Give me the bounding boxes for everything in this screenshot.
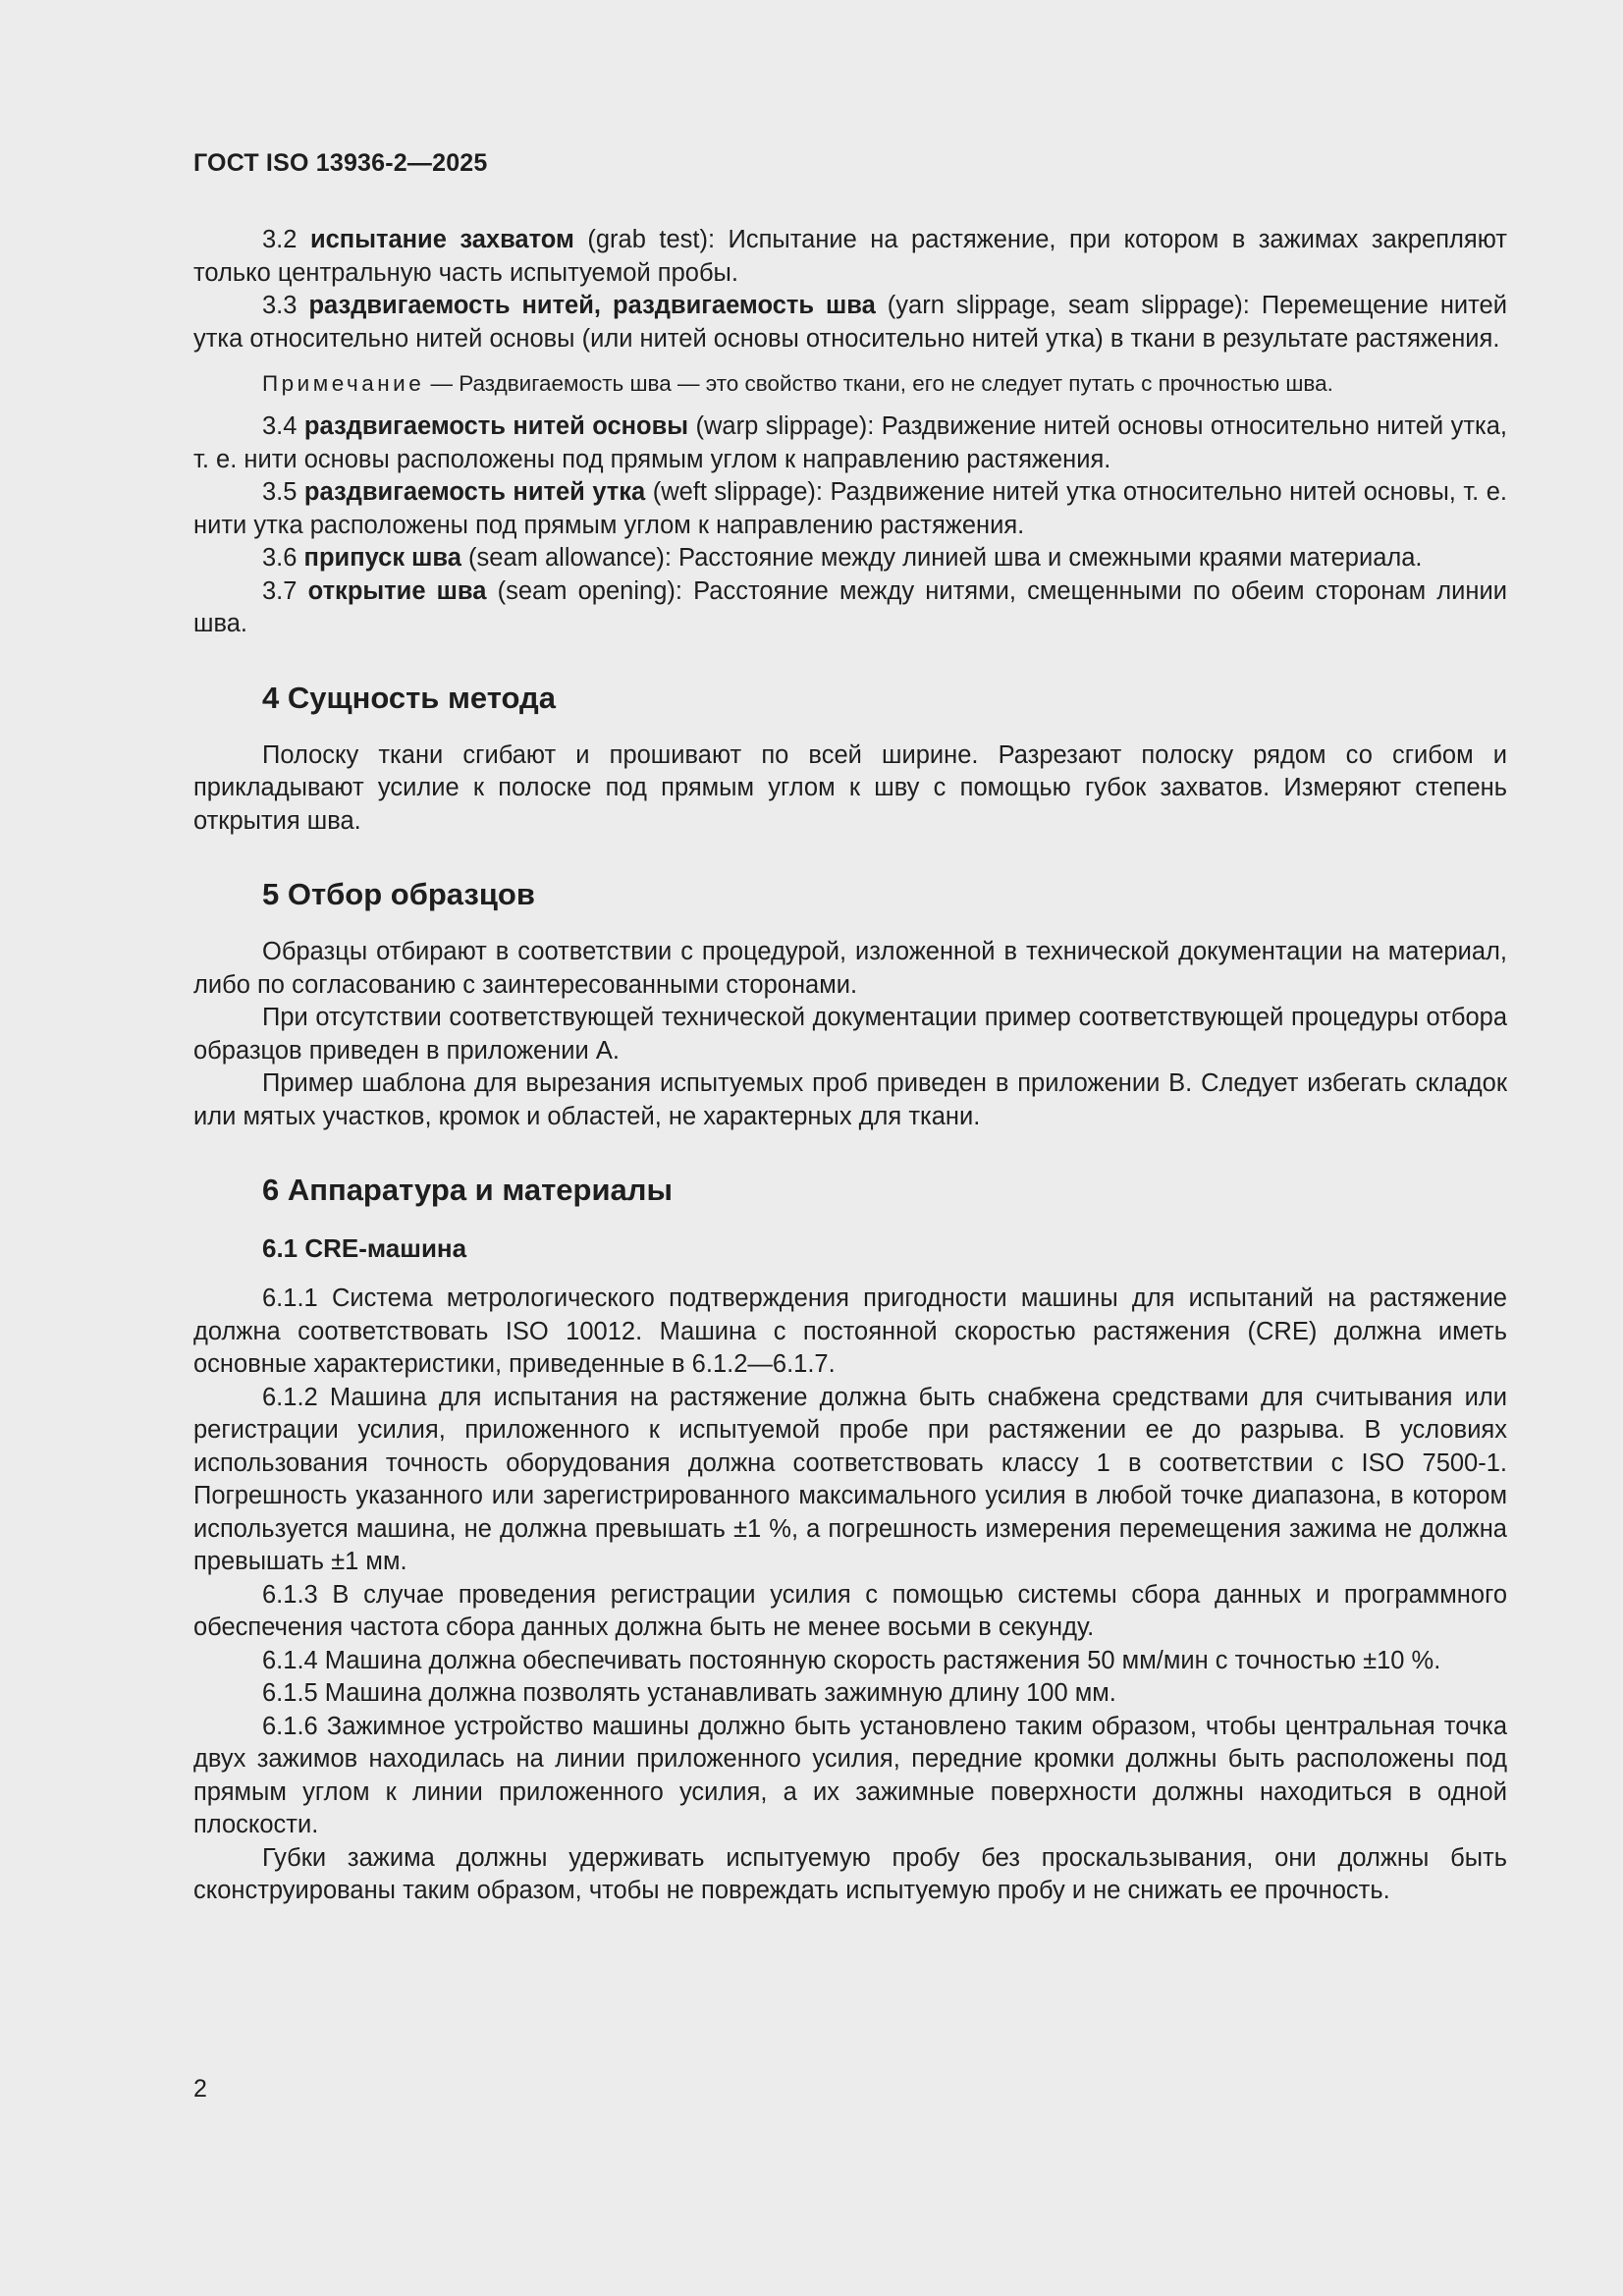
definition-text: (seam opening): Расстояние между нитями, смещенными по обеим сторонам линии шва. <box>193 576 1507 637</box>
definition-text: (grab test): Испытание на растяжение, при котором в зажимах закрепляют только центральную часть испытуемой пробы. <box>193 226 1507 287</box>
section-4-paragraph: Полоску ткани сгибают и прошивают по всей ширине. Разрезают полоску рядом со сгибом и прикладывают усилие к полоске под прямым углом к шву с помощью губок захватов. Измеряют степень открытия шва. <box>193 740 1507 835</box>
definition-term: припуск шва <box>303 544 461 572</box>
definition-term: испытание захватом <box>309 226 574 253</box>
section-4-heading: 4 Сущность метода <box>262 680 556 715</box>
definition-text: (seam allowance): Расстояние между линией шва и смежными краями материала. <box>460 544 1423 572</box>
definition-3-3 <box>193 290 1507 355</box>
definition-3-4 <box>193 410 1507 476</box>
section-5-paragraph: При отсутствии соответствующей технической документации пример соответствующей процедуры отбора образцов приведен в приложении А. <box>193 1004 1507 1065</box>
definition-text: (yarn slippage, seam slippage): Перемещение нитей утка относительно нитей основы (или нитей основы относительно нитей утка) в ткани в результате растяжения. <box>193 292 1507 353</box>
section-5-paragraph: Образцы отбирают в соответствии с процедурой, изложенной в технической документации на материал, либо по согласованию с заинтересованными сторонами. <box>193 938 1507 999</box>
section-6-heading: 6 Аппаратура и материалы <box>262 1173 673 1207</box>
definition-text: (warp slippage): Раздвижение нитей основы относительно нитей утка, т. е. нити основы расположены под прямым углом к направлению растяжения. <box>193 412 1507 473</box>
section-6-paragraph: 6.1.5 Машина должна позволять устанавливать зажимную длину 100 мм. <box>262 1679 1116 1707</box>
note-label: Примечание <box>262 371 425 396</box>
note-text: — Раздвигаемость шва — это свойство ткани, его не следует путать с прочностью шва. <box>424 371 1333 396</box>
definition-term: открытие шва <box>307 576 487 605</box>
definition-number: 3.6 <box>262 544 298 572</box>
definition-number: 3.2 <box>262 226 298 253</box>
section-5-heading: 5 Отбор образцов <box>262 877 535 911</box>
section-6-paragraph: 6.1.6 Зажимное устройство машины должно быть установлено таким образом, чтобы центральная точка двух зажимов находилась на линии приложенного усилия, передние кромки должны быть расположены под прямым углом к линии приложенного усилия, а их зажимные поверхности должны находиться в одной плоскости. <box>193 1712 1507 1838</box>
document-page <box>193 0 1507 2296</box>
page-number: 2 <box>193 2075 207 2103</box>
definition-3-5 <box>193 476 1507 542</box>
definition-number: 3.7 <box>262 576 298 605</box>
definition-number: 3.5 <box>262 478 298 506</box>
section-6-paragraph: 6.1.4 Машина должна обеспечивать постоянную скорость растяжения 50 мм/мин с точностью ±10 %. <box>262 1646 1441 1674</box>
document-header: ГОСТ ISO 13936-2—2025 <box>193 149 488 177</box>
definition-3-7 <box>193 575 1507 641</box>
definition-term: раздвигаемость нитей основы <box>303 412 689 440</box>
definition-3-6 <box>193 542 1507 575</box>
section-6-1-heading: 6.1 CRE-машина <box>262 1233 467 1263</box>
note <box>193 369 1507 399</box>
section-6-paragraph: Губки зажима должны удерживать испытуемую пробу без проскальзывания, они должны быть сконструированы таким образом, чтобы не повреждать испытуемую пробу и не снижать ее прочность. <box>193 1843 1507 1904</box>
definition-number: 3.3 <box>262 292 298 319</box>
section-6-paragraph: 6.1.3 В случае проведения регистрации усилия с помощью системы сбора данных и программного обеспечения частота сбора данных должна быть не менее восьми в секунду. <box>193 1580 1507 1641</box>
section-6-paragraph: 6.1.2 Машина для испытания на растяжение должна быть снабжена средствами для считывания или регистрации усилия, приложенного к испытуемой пробе при растяжении ее до разрыва. В условиях использования точность оборудования должна соответствовать классу 1 в соответствии с ISO 7500-1. Погрешность указанного или зарегистрированного максимального усилия в любой точке диапазона, в котором используется машина, не должна превышать ±1 %, а погрешность измерения перемещения зажима не должна превышать ±1 мм. <box>193 1383 1507 1575</box>
definition-text: (weft slippage): Раздвижение нитей утка относительно нитей основы, т. е. нити утка расположены под прямым углом к направлению растяжения. <box>193 478 1507 539</box>
section-5-paragraph: Пример шаблона для вырезания испытуемых проб приведен в приложении В. Следует избегать складок или мятых участков, кромок и областей, не характерных для ткани. <box>193 1069 1507 1130</box>
section-6-paragraph: 6.1.1 Система метрологического подтверждения пригодности машины для испытаний на растяжение должна соответствовать ISO 10012. Машина с постоянной скоростью растяжения (CRE) должна иметь основные характеристики, приведенные в 6.1.2—6.1.7. <box>193 1285 1507 1378</box>
definition-term: раздвигаемость нитей, раздвигаемость шва <box>308 292 876 319</box>
definition-number: 3.4 <box>262 412 298 440</box>
document-body <box>193 224 1507 1908</box>
definition-3-2 <box>193 224 1507 290</box>
definition-term: раздвигаемость нитей утка <box>303 478 646 506</box>
